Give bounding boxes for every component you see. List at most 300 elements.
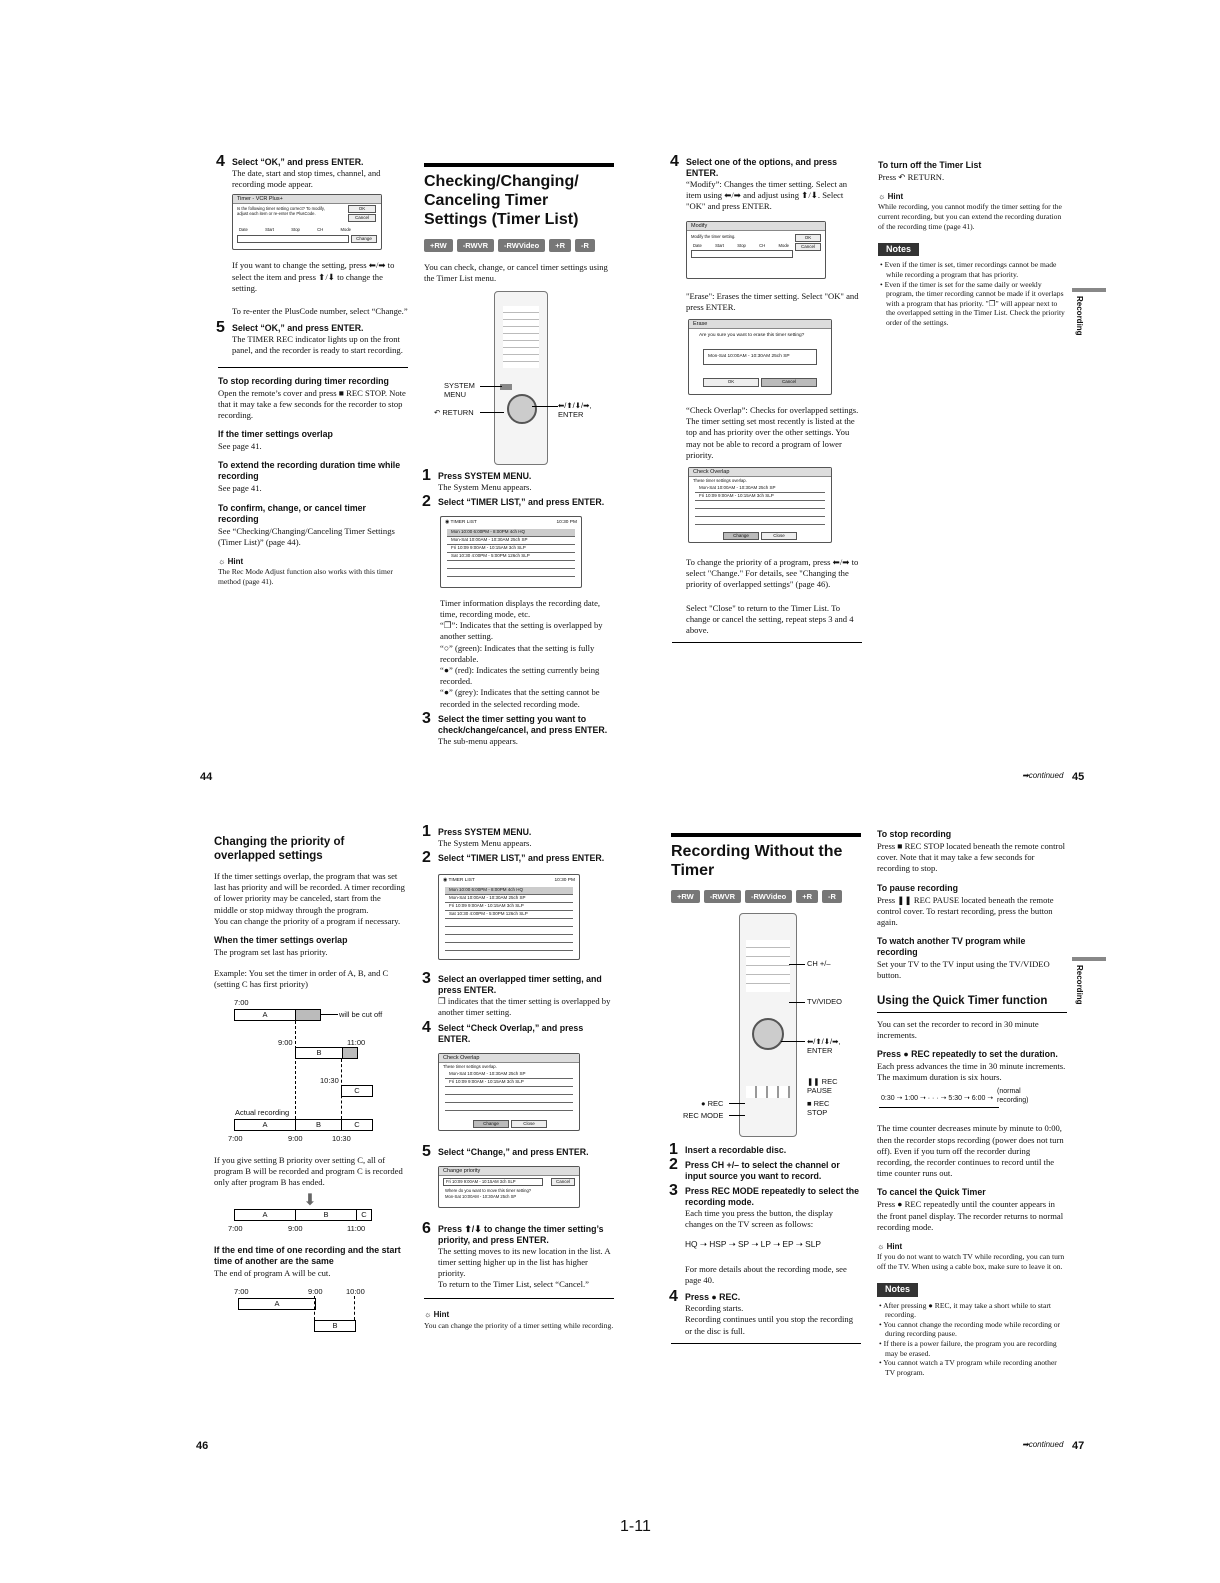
step-number: 4 <box>216 153 225 170</box>
actual-b: B <box>295 1119 342 1131</box>
timer-list-row: Mon-Sat 10:00AM - 10:30AM 25ch SP <box>445 895 573 903</box>
time-label: 9:00 <box>288 1133 303 1143</box>
callout-rec-stop: ■ REC STOP <box>807 1099 830 1118</box>
hint-body: The Rec Mode Adjust function also works with this timer method (page 41). <box>218 567 393 586</box>
modify-cancel-button: Cancel <box>795 243 821 251</box>
cancel-quick-timer-body: Press ● REC repeatedly until the counter appears in the front panel display. The recorder returns to normal recording mode. <box>877 1199 1064 1232</box>
col-mode: Mode <box>778 242 789 248</box>
erase-screen <box>688 319 832 395</box>
erase-title: Erase <box>689 320 831 329</box>
check-overlap-row-empty <box>695 517 825 525</box>
bar-b: B <box>314 1320 356 1332</box>
p46-step-4 <box>422 1018 614 1045</box>
remote-joystick <box>507 394 537 424</box>
heading-overlap: If the timer settings overlap <box>218 429 333 440</box>
timer-list-row: Sat 10:30 4:00PM - 5:00PM 126ch SLP <box>447 553 575 561</box>
p44-step-2 <box>422 492 614 510</box>
p44-step-5 <box>216 319 408 356</box>
col-date: Date <box>239 227 248 233</box>
p46-step-6 <box>422 1219 614 1291</box>
hint-heading <box>877 1241 1067 1252</box>
col-date: Date <box>693 242 702 248</box>
step-title: Press REC MODE repeatedly to select the recording mode. <box>685 1186 860 1208</box>
notes-label: Notes <box>878 243 919 256</box>
check-overlap-title: Check Overlap <box>439 1054 579 1063</box>
hint-heading <box>218 556 408 567</box>
badge-r: -R <box>575 239 595 252</box>
dashed-guide <box>354 1296 355 1320</box>
cutoff-label: will be cut off <box>339 1009 383 1019</box>
badge-plus-r: +R <box>796 890 818 903</box>
sheet-footer-number: 1-11 <box>620 1518 651 1535</box>
p45-left-column <box>670 153 862 643</box>
section-title: Checking/Changing/ Canceling Timer Settings (Timer List) <box>424 173 579 228</box>
p46-step-5 <box>422 1142 614 1160</box>
check-overlap-row: Mon-Sat 10:00AM - 10:30AM 25ch SP <box>445 1071 573 1079</box>
p45-right-column <box>878 160 1068 328</box>
timer-list-row: Mon-Sat 10:00AM - 10:30AM 25ch SP <box>447 537 575 545</box>
check-overlap-row-empty <box>445 1087 573 1095</box>
p44-para-reenter: To re-enter the PlusCode number, select “Change.” <box>232 306 408 317</box>
note-item: • Even if the timer is set for the same daily or weekly program, the timer recording cannot be made if it overlaps with a program that has priority. "❐" will appear next to the overlapped setting in the Timer List. Check the priority order of the settings. <box>886 280 1068 328</box>
step-body: Recording continues until you stop the recording or the disc is full. <box>685 1314 854 1336</box>
p46-right-column <box>422 823 614 1336</box>
badge-rw-video: -RWVideo <box>498 239 545 252</box>
quick-timer-title: Using the Quick Timer function <box>877 994 1048 1007</box>
step-body: To return to the Timer List, select “Cancel.” <box>438 1279 589 1290</box>
step-body: The System Menu appears. <box>438 481 532 492</box>
section-divider <box>671 1343 861 1344</box>
title-rule <box>424 163 614 167</box>
timer-list-row-empty <box>445 935 573 943</box>
p46-left-column <box>214 835 406 1334</box>
bar-a: A <box>234 1009 296 1021</box>
step-number: 3 <box>669 1182 678 1200</box>
step-number: 1 <box>422 823 431 840</box>
screen-ok-button: OK <box>348 205 376 213</box>
step-number: 3 <box>422 970 431 988</box>
step-body: The date, start and stop times, channel, and recording mode appear. <box>232 168 381 190</box>
step-number: 2 <box>422 849 431 867</box>
time-label: 11:00 <box>347 1037 366 1047</box>
step-number: 1 <box>422 466 431 484</box>
callout-rec-pause: ❚❚ REC PAUSE <box>807 1077 838 1096</box>
step-title: Select “OK,” and press ENTER. <box>232 157 364 167</box>
hint-label: Hint <box>887 192 904 202</box>
heading-pause-recording: To pause recording <box>877 882 958 893</box>
check-overlap-change-button: Change <box>473 1120 509 1128</box>
remote-control-illustration <box>739 913 797 1137</box>
check-overlap-message: These timer settings overlap. <box>443 1063 497 1069</box>
step-number: 4 <box>422 1018 431 1036</box>
timer-list-row-empty <box>445 943 573 951</box>
actual-a: A <box>234 1119 296 1131</box>
hint-label: Hint <box>433 1310 450 1320</box>
step-body: The setting moves to its new location in the list. A timer setting higher up in the list has higher priority. <box>438 1245 611 1279</box>
step-body: “Modify”: Changes the timer setting. Select an item using ⬅/➡ and adjust using ⬆/⬇. Select "OK" and press ENTER. <box>686 179 848 212</box>
change-priority-row-2: Mon-Sat 10:00AM - 10:30AM 25ch SP <box>445 1193 517 1199</box>
time-label: 11:00 <box>347 1224 366 1234</box>
check-overlap-close-button: Close <box>761 532 797 540</box>
down-arrow-icon: ⬇ <box>303 1190 317 1210</box>
timer-list-row: Mon 10:00 6:00PM - 8:00PM 4ch HQ <box>445 887 573 895</box>
bar-b: B <box>295 1209 357 1221</box>
step-body: ❐ indicates that the timer setting is overlapped by another timer setting. <box>438 996 611 1018</box>
timer-list-row-empty <box>445 927 573 935</box>
step-title: Select “TIMER LIST,” and press ENTER. <box>438 853 605 864</box>
overlap-body: See page 41. <box>218 441 262 452</box>
step-number: 4 <box>669 1288 678 1306</box>
badge-rw-vr: -RWVR <box>457 239 494 252</box>
change-priority-row: Fri 10:09 9:00AM - 10:15AM 3ch SLP <box>443 1178 543 1186</box>
hint-body: You can change the priority of a timer setting while recording. <box>424 1320 614 1330</box>
heading-when-overlap: When the timer settings overlap <box>214 935 348 946</box>
remote-lower-buttons <box>746 1086 790 1098</box>
check-overlap-row-empty <box>695 509 825 517</box>
p47-step-4 <box>669 1288 861 1337</box>
page-number-46: 46 <box>196 1440 209 1452</box>
check-overlap-screen <box>438 1053 580 1131</box>
erase-ok-button: OK <box>703 378 759 387</box>
badge-plus-r: +R <box>549 239 571 252</box>
dashed-guide <box>295 1021 296 1119</box>
step-title: Select “OK,” and press ENTER. <box>232 323 364 334</box>
erase-text: "Erase": Erases the timer setting. Select "OK" and press ENTER. <box>686 290 859 312</box>
sequence-return-line <box>879 1107 999 1108</box>
check-overlap-text-1: “Check Overlap”: Checks for overlapped settings. <box>686 405 859 416</box>
step-title: Press CH +/– to select the channel or input source you want to record. <box>685 1160 840 1182</box>
p44-left-column <box>216 153 408 592</box>
vcr-plus-screen <box>232 194 382 250</box>
chapter-tab-bar <box>1072 288 1106 292</box>
chapter-tab-label: Recording <box>1075 296 1084 336</box>
step-body: The TIMER REC indicator lights up on the front panel, and the recorder is ready to start recording. <box>232 334 403 356</box>
lightbulb-icon: ☼ <box>424 1310 434 1320</box>
turn-off-body: Press ↶ RETURN. <box>878 172 945 182</box>
when-overlap-body: The program set last has priority. <box>214 947 328 958</box>
timer-list-row-empty <box>445 919 573 927</box>
callout-line <box>729 1103 745 1104</box>
step-number: 6 <box>422 1219 431 1237</box>
p47-step-1 <box>669 1141 861 1159</box>
step-title: Press ⬆/⬇ to change the timer setting’s priority, and press ENTER. <box>438 1223 604 1245</box>
callout-arrows-enter: ⬅/⬆/⬇/➡, ENTER <box>558 400 592 419</box>
modify-title: Modify <box>687 222 825 231</box>
bar-c: C <box>356 1209 372 1221</box>
callout-line <box>480 386 502 387</box>
remote-system-menu-button <box>500 384 512 390</box>
continued-indicator: ➡continued <box>1022 771 1064 780</box>
note-item: • You cannot watch a TV program while recording another TV program. <box>885 1358 1067 1377</box>
col-start: Start <box>265 227 274 233</box>
timer-info-overlap: “❐”: Indicates that the setting is overlapped by another setting. <box>440 620 603 642</box>
time-label: 10:00 <box>346 1286 365 1296</box>
step-number: 2 <box>422 492 431 510</box>
close-text: Select "Close" to return to the Timer List. To change or cancel the setting, repeat steps 3 and 4 above. <box>686 602 854 636</box>
notes-list <box>878 260 1068 327</box>
modify-ok-button: OK <box>795 234 821 242</box>
hint-label: Hint <box>886 1242 903 1252</box>
time-label: 10:30 <box>320 1075 339 1085</box>
timer-list-row: Fri 10:09 9:00AM - 10:15AM 3ch SLP <box>445 903 573 911</box>
disc-badges <box>671 890 861 903</box>
col-start: Start <box>715 242 724 248</box>
priority-diagram <box>214 1207 406 1237</box>
pause-recording-body: Press ❚❚ REC PAUSE located beneath the remote control cover. To restart recording, press the button again. <box>877 894 1054 928</box>
step-title: Select “Change,” and press ENTER. <box>438 1146 589 1157</box>
note-item: • You cannot change the recording mode while recording or during recording pause. <box>885 1320 1067 1339</box>
step-title: Press ● REC. <box>685 1292 741 1303</box>
notes-label: Notes <box>877 1283 918 1296</box>
bar-b-cut <box>342 1047 358 1059</box>
badge-plus-rw: +RW <box>424 239 453 252</box>
time-label: 9:00 <box>308 1286 323 1296</box>
disc-icon: ◉ <box>443 878 449 884</box>
page-number-45: 45 <box>1072 771 1085 783</box>
overlap-diagram <box>214 997 406 1147</box>
disc-badges <box>424 239 614 252</box>
check-overlap-row: Fri 10:09 9:00AM - 10:15AM 3ch SLP <box>445 1079 573 1087</box>
timer-info-green: “○” (green): Indicates that the setting is fully recordable. <box>440 642 595 664</box>
time-label: 9:00 <box>278 1037 293 1047</box>
time-label: 7:00 <box>234 1286 249 1296</box>
step-number: 3 <box>422 709 431 727</box>
section-divider <box>672 642 862 643</box>
timer-list-title-text: TIMER LIST <box>450 519 477 525</box>
timer-list-row-empty <box>447 569 575 577</box>
end-time-body: The end of program A will be cut. <box>214 1268 331 1279</box>
callout-line <box>789 964 805 965</box>
p44-step-1 <box>422 466 614 493</box>
heading-confirm: To confirm, change, or cancel timer recording <box>218 502 366 524</box>
quick-timer-sequence-box <box>877 1087 1067 1115</box>
callout-arrows-enter: ⬅/⬆/⬇/➡, ENTER <box>807 1037 841 1056</box>
p47-left-column <box>671 833 861 1344</box>
timer-list-title <box>445 520 477 526</box>
callout-line <box>729 1115 745 1116</box>
modify-message: Modify the timer setting. <box>691 233 736 239</box>
page-number-47: 47 <box>1072 1440 1085 1452</box>
callout-rec: ● REC <box>701 1099 724 1109</box>
step-title: Press SYSTEM MENU. <box>438 827 532 837</box>
extend-body: See page 41. <box>218 483 262 494</box>
col-ch: CH <box>759 242 766 248</box>
change-priority-message: Where do you want to move this timer setting? <box>445 1187 532 1193</box>
step-title: Select “Check Overlap,” and press ENTER. <box>438 1022 584 1044</box>
section-title: Recording Without the Timer <box>671 843 843 879</box>
step-title: Select the timer setting you want to check/change/cancel, and press ENTER. <box>438 713 608 735</box>
p47-step-2 <box>669 1156 861 1182</box>
timer-info-block <box>424 598 614 710</box>
section-title: Changing the priority of overlapped settings <box>214 836 345 862</box>
heading-turn-off: To turn off the Timer List <box>878 160 982 170</box>
confirm-body: See “Checking/Changing/Canceling Timer Settings (Timer List)” (page 44). <box>218 525 395 547</box>
callout-tv-video: TV/VIDEO <box>807 997 843 1007</box>
step-body: Recording starts. <box>685 1303 744 1314</box>
p46-step-3 <box>422 970 614 1018</box>
screen-title: Timer - VCR Plus+ <box>233 195 381 204</box>
chapter-tab-bar <box>1072 957 1106 961</box>
modify-column-headers <box>693 243 789 249</box>
timer-list-title <box>443 878 475 884</box>
callout-ch: CH +/– <box>807 959 831 969</box>
remote-button-grid <box>503 306 539 368</box>
quick-timer-intro: You can set the recorder to record in 30 minute increments. <box>877 1018 1039 1040</box>
timer-list-screen <box>440 516 582 588</box>
remote-button-grid <box>746 940 790 992</box>
disc-icon: ◉ <box>445 519 451 525</box>
lightbulb-icon: ☼ <box>877 1242 887 1252</box>
note-item: • Even if the timer is set, timer recordings cannot be made while recording a program that has priority. <box>886 260 1068 279</box>
step-body: The sub-menu appears. <box>438 735 518 746</box>
step-title: Select “TIMER LIST,” and press ENTER. <box>438 496 605 507</box>
callout-system-menu: SYSTEM MENU <box>444 380 475 399</box>
p45-step-4 <box>670 153 862 213</box>
change-priority-text: To change the priority of a program, press ⬅/➡ to select "Change." For details, see "Changing the priority of overlapped settings" (page 46). <box>686 557 859 590</box>
watch-tv-body: Set your TV to the TV input using the TV/VIDEO button. <box>877 959 1050 981</box>
timer-info-red: “●” (red): Indicates the setting currently being recorded. <box>440 665 600 687</box>
heading-extend: To extend the recording duration time while recording <box>218 460 401 482</box>
timer-list-header <box>439 875 579 887</box>
step-number: 5 <box>216 319 225 337</box>
bar-a-cut <box>295 1009 321 1021</box>
heading-end-time: If the end time of one recording and the start time of another are the same <box>214 1245 401 1267</box>
callout-rec-mode: REC MODE <box>683 1111 724 1121</box>
intro-1: If the timer settings overlap, the program that was set last has priority and will be recorded. A timer recording of lower priority may be canceled, start from the middle or stop midway through the program. <box>214 871 405 915</box>
p44-right-column <box>424 163 614 751</box>
page-number-44: 44 <box>200 771 213 783</box>
heading-watch-tv: To watch another TV program while recording <box>877 936 1026 958</box>
bar-a: A <box>234 1209 296 1221</box>
step-body: The System Menu appears. <box>438 838 532 848</box>
hint-heading <box>424 1309 614 1320</box>
lightbulb-icon: ☼ <box>878 192 888 202</box>
erase-cancel-button: Cancel <box>761 378 817 387</box>
continued-indicator: ➡continued <box>1022 1440 1064 1449</box>
give-b-priority: If you give setting B priority over setting C, all of program B will be recorded and program C is recorded only after program B has ended. <box>214 1154 403 1188</box>
step-number: 1 <box>669 1141 678 1159</box>
col-stop: Stop <box>291 227 300 233</box>
check-overlap-text-2: The timer setting set most recently is listed at the top and has priority over the other settings. You may not be able to record a program of lower priority. <box>686 416 855 460</box>
screen-column-headers <box>239 227 351 233</box>
time-label: 10:30 <box>332 1133 351 1143</box>
erase-setting: Mon-Sat 10:00AM - 10:30AM 25ch SP <box>703 349 817 365</box>
step-title: Select one of the options, and press ENTER. <box>686 157 838 178</box>
modify-field-row <box>691 250 793 258</box>
heading-cancel-quick-timer: To cancel the Quick Timer <box>877 1187 986 1198</box>
stop-recording-body: Press ■ REC STOP located beneath the remote control cover. Note that it may take a few seconds for recording to stop. <box>877 841 1066 874</box>
check-overlap-row-empty <box>445 1095 573 1103</box>
time-label: 7:00 <box>228 1224 243 1234</box>
callout-return: ↶ RETURN <box>434 407 474 417</box>
step-number: 5 <box>422 1142 431 1160</box>
time-label: 7:00 <box>228 1133 243 1143</box>
step-number: 4 <box>670 153 679 170</box>
check-overlap-title: Check Overlap <box>689 468 831 477</box>
step-body: Each time you press the button, the display changes on the TV screen as follows: <box>685 1208 833 1230</box>
timer-list-row-empty <box>447 561 575 569</box>
stop-recording-body: Open the remote’s cover and press ■ REC STOP. Note that it may take a few seconds for the recorder to stop recording. <box>218 387 406 421</box>
quick-timer-step-body: Each press advances the time in 30 minute increments. The maximum duration is six hours. <box>877 1061 1066 1083</box>
recording-mode-more: For more details about the recording mode, see page 40. <box>685 1263 847 1286</box>
bar-b: B <box>295 1047 343 1059</box>
badge-r: -R <box>822 890 842 903</box>
timer-list-row: Mon 10:00 6:00PM - 8:00PM 4ch HQ <box>447 529 575 537</box>
change-priority-cancel-button: Cancel <box>551 1178 575 1186</box>
check-overlap-change-button: Change <box>723 532 759 540</box>
section-divider <box>877 1012 1067 1013</box>
timer-list-screen <box>438 874 580 960</box>
screen-change-button: Change <box>351 235 377 243</box>
p46-step-2 <box>422 849 614 867</box>
timer-list-header <box>441 517 581 529</box>
check-overlap-row: Fri 10:09 9:00AM - 10:15AM 3ch SLP <box>695 493 825 501</box>
check-overlap-screen <box>688 467 832 543</box>
hint-body: While recording, you cannot modify the timer setting for the current recording, but you can extend the recording duration of the recording time (page 41). <box>878 202 1062 231</box>
p47-right-column <box>877 829 1067 1377</box>
change-priority-title: Change priority <box>439 1167 579 1176</box>
p46-step-1 <box>422 823 614 849</box>
remote-figure <box>671 913 861 1139</box>
hint-label: Hint <box>227 557 244 567</box>
remote-joystick <box>752 1018 784 1050</box>
quick-timer-sequence: 0:30 ➝ 1:00 ➝ · · · ➝ 5:30 ➝ 6:00 ➝ <box>881 1095 994 1103</box>
badge-rw-video: -RWVideo <box>745 890 792 903</box>
p44-step-4 <box>216 153 408 190</box>
title-rule <box>671 833 861 837</box>
timer-list-clock: 10:30 PM <box>556 519 577 525</box>
col-ch: CH <box>317 227 324 233</box>
badge-rw-vr: -RWVR <box>704 890 741 903</box>
time-label: 7:00 <box>234 997 249 1007</box>
step-number: 2 <box>669 1156 678 1174</box>
timer-list-title-text: TIMER LIST <box>448 878 475 884</box>
step-title: Insert a recordable disc. <box>685 1145 787 1156</box>
step-title: Select an overlapped timer setting, and press ENTER. <box>438 974 602 996</box>
timer-info-grey: “●” (grey): Indicates that the setting cannot be recorded in the selected recording mode. <box>440 687 600 709</box>
quick-timer-step-title: Press ● REC repeatedly to set the duration. <box>877 1049 1058 1060</box>
check-overlap-message: These timer settings overlap. <box>693 478 747 484</box>
time-label: 9:00 <box>288 1224 303 1234</box>
callout-line <box>532 406 558 407</box>
heading-stop-recording: To stop recording during timer recording <box>218 375 389 386</box>
remote-control-illustration <box>494 291 548 465</box>
p44-para-change: If you want to change the setting, press ⬅/➡ to select the item and press ⬆/⬇ to change the setting. <box>232 260 395 293</box>
callout-line <box>789 1002 805 1003</box>
section-divider <box>424 1298 614 1299</box>
check-overlap-close-button: Close <box>511 1120 547 1128</box>
callout-line <box>781 1041 805 1042</box>
note-item: • After pressing ● REC, it may take a short while to start recording. <box>885 1301 1067 1320</box>
col-mode: Mode <box>340 227 351 233</box>
check-overlap-row: Mon-Sat 10:00AM - 10:30AM 25ch SP <box>695 485 825 493</box>
dashed-guide <box>341 1059 342 1119</box>
col-stop: Stop <box>737 242 746 248</box>
check-overlap-row-empty <box>695 501 825 509</box>
timer-info: Timer information displays the recording date, time, recording mode, etc. <box>440 597 601 620</box>
step-title: Press SYSTEM MENU. <box>438 470 532 481</box>
bar-c: C <box>341 1085 373 1097</box>
dashed-guide <box>314 1296 315 1320</box>
recording-modes-sequence: HQ ➝ HSP ➝ SP ➝ LP ➝ EP ➝ SLP <box>685 1238 821 1249</box>
remote-figure <box>424 291 614 471</box>
change-priority-screen <box>438 1166 580 1208</box>
bar-a: A <box>238 1298 316 1310</box>
note-item: • If there is a power failure, the program you are recording may be erased. <box>885 1339 1067 1358</box>
end-time-diagram <box>214 1286 406 1334</box>
check-overlap-row-empty <box>445 1103 573 1111</box>
heading-stop-recording: To stop recording <box>877 829 952 839</box>
